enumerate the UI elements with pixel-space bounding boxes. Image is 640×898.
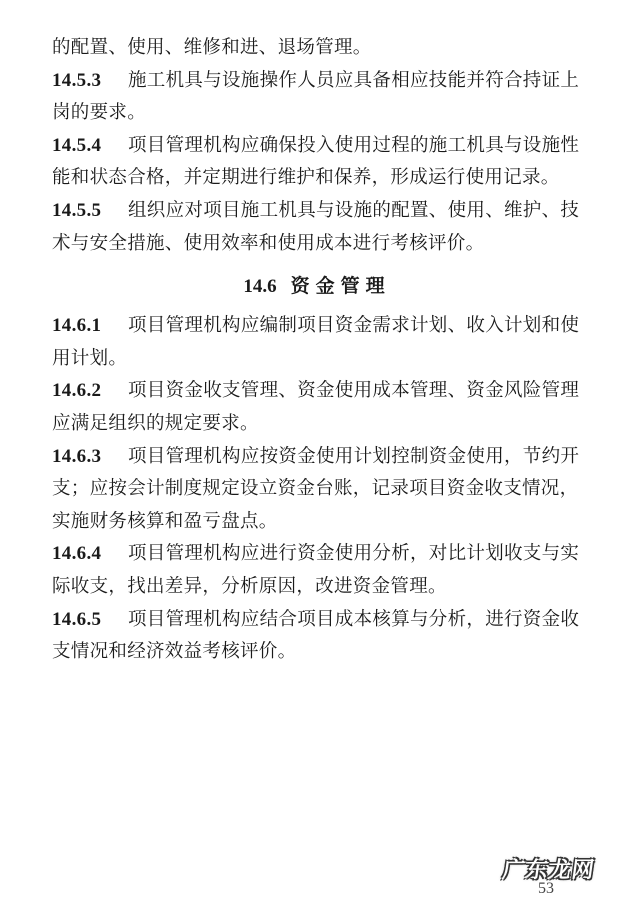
- clause-text: 能和状态合格，并定期进行维护和保养，形成运行使用记录。: [52, 167, 560, 189]
- continuation-line: [52, 408, 582, 441]
- watermark-logo: 广东龙网: [500, 858, 597, 883]
- clause-text: 术与安全措施、使用效率和使用成本进行考核评价。: [52, 232, 485, 254]
- clause-text: 项目管理机构应进行资金使用分析，对比计划收支与实: [128, 543, 580, 565]
- clause-text: 项目管理机构应结合项目成本核算与分析，进行资金收: [128, 608, 580, 630]
- continuation-line: [52, 571, 582, 604]
- section-heading-number: 14.6: [243, 276, 277, 298]
- clause-text: 项目管理机构应编制项目资金需求计划、收入计划和使: [128, 315, 580, 337]
- continuation-line: [52, 506, 582, 539]
- clause-number: 14.6.5: [52, 608, 102, 630]
- clause-text: 项目管理机构应确保投入使用过程的施工机具与设施性: [128, 134, 580, 156]
- continuation-line: [52, 97, 582, 130]
- clause-line: [52, 375, 582, 408]
- continuation-line: [52, 228, 582, 261]
- clause-line: [52, 130, 582, 163]
- clause-number: 14.5.3: [52, 69, 102, 91]
- section-14-6-content: [52, 310, 582, 669]
- continuation-line: [52, 636, 582, 669]
- clause-text: 的配置、使用、维修和进、退场管理。: [52, 37, 372, 58]
- clause-text: 岗的要求。: [52, 102, 147, 124]
- section-heading-title: 资金管理: [290, 275, 391, 298]
- section-heading: [52, 264, 582, 308]
- clause-line: [52, 441, 582, 474]
- clause-text: 用计划。: [52, 347, 128, 369]
- clause-text: 组织应对项目施工机具与设施的配置、使用、维护、技: [128, 199, 580, 221]
- continuation-line: [52, 343, 582, 376]
- continuation-line: [52, 473, 582, 506]
- clause-text: 支情况和经济效益考核评价。: [52, 641, 297, 663]
- clause-number: 14.6.1: [52, 315, 102, 337]
- clause-number: 14.6.3: [52, 445, 102, 467]
- document-page: [52, 32, 582, 669]
- clause-text: 项目管理机构应按资金使用计划控制资金使用，节约开: [128, 445, 580, 467]
- continuation-line: [52, 32, 582, 65]
- clause-number: 14.6.4: [52, 543, 102, 565]
- clause-text: 施工机具与设施操作人员应具备相应技能并符合持证上: [128, 69, 580, 91]
- clause-number: 14.5.5: [52, 199, 102, 221]
- clause-number: 14.5.4: [52, 134, 102, 156]
- clause-line: [52, 604, 582, 637]
- clause-line: [52, 310, 582, 343]
- clause-text: 项目资金收支管理、资金使用成本管理、资金风险管理: [128, 380, 580, 402]
- clause-number: 14.6.2: [52, 380, 102, 402]
- clause-text: 际收支，找出差异，分析原因，改进资金管理。: [52, 575, 447, 597]
- clause-text: 实施财务核算和盈亏盘点。: [52, 510, 278, 532]
- clause-line: [52, 195, 582, 228]
- section-14-5-content: [52, 32, 582, 260]
- continuation-line: [52, 162, 582, 195]
- clause-text: 支；应按会计制度规定设立资金台账，记录项目资金收支情况，: [52, 478, 579, 500]
- clause-line: [52, 538, 582, 571]
- clause-line: [52, 65, 582, 98]
- clause-text: 应满足组织的规定要求。: [52, 412, 259, 434]
- page-number: 53: [538, 880, 554, 897]
